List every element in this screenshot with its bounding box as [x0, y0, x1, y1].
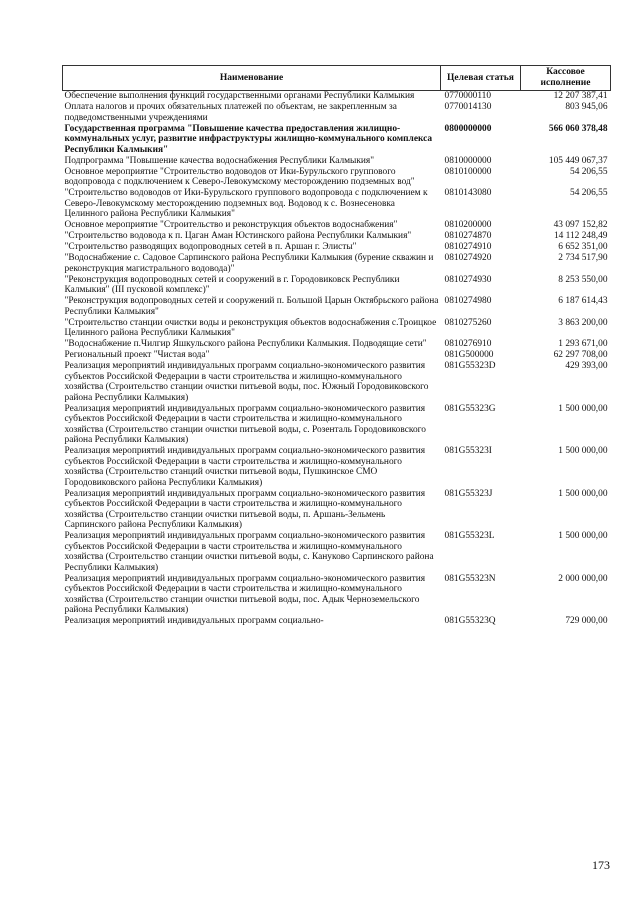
row-code: 0810275260: [444, 317, 492, 328]
budget-table: [62, 65, 611, 627]
row-code: 0810274930: [444, 274, 492, 285]
row-name: "Водоснабжение с. Садовое Сарпинского района Республики Калмыкия (бурение скважин и реконструкция магистрального водовода)": [64, 253, 434, 274]
row-amount: 1 293 671,00: [558, 339, 608, 349]
row-name: Оплата налогов и прочих обязательных платежей по объектам, не закрепленным за подведомственными учреждениями: [64, 102, 397, 123]
table-row: [63, 91, 611, 103]
row-amount: 105 449 067,37: [548, 155, 608, 166]
row-name: Подпрограмма "Повышение качества водоснабжения Республики Калмыкия": [64, 155, 375, 166]
row-amount: 2 734 517,90: [558, 253, 608, 263]
row-name: Реализация мероприятий индивидуальных программ социально-экономического развития субъектов Российской Федерации в части строительства и жилищно-коммунального хозяйства (Строительство станции очистки питьевой воды, пос. Адык Черноземельского района Республики Калмыкия): [64, 573, 426, 615]
row-name: Реализация мероприятий индивидуальных программ социально-экономического развития субъектов Российской Федерации в части строительства и жилищно-коммунального хозяйства (Строительство станции очистки питьевой воды, с. Розенталь Городовиковского района Республики Калмыкия): [64, 403, 426, 445]
row-name: Обеспечение выполнения функций государственными органами Республики Калмыкия: [64, 91, 415, 101]
row-name: Региональный проект "Чистая вода": [64, 350, 210, 360]
row-code: 0810000000: [444, 155, 492, 166]
row-amount: 14 112 248,49: [553, 231, 608, 241]
row-code: 0810143080: [444, 188, 492, 198]
row-amount: 8 253 550,00: [558, 274, 608, 285]
table-row: [63, 167, 611, 189]
table-row: [63, 446, 611, 489]
table-row: [63, 531, 611, 574]
row-code: 081G500000: [444, 350, 494, 360]
table-row: [63, 253, 611, 275]
row-name: Реализация мероприятий индивидуальных программ социально-экономического развития субъектов Российской Федерации в части строительства и жилищно-коммунального хозяйства (Строительство станции очистки питьевой воды, с. Кануково Сарпинского района Республики Калмыкия): [64, 531, 434, 573]
row-name: Основное мероприятие "Строительство водоводов от Ики-Бурульского группового водопровода с подключением к Северо-Левокумскому месторождению подземных вод": [64, 166, 415, 187]
table-row: [63, 296, 611, 318]
table-row: [63, 124, 611, 156]
row-amount: 429 393,00: [565, 361, 608, 371]
table-row: [63, 242, 611, 253]
row-amount: 803 945,06: [565, 102, 608, 112]
row-amount: 12 207 387,41: [553, 91, 608, 101]
row-code: 0810274980: [444, 296, 492, 306]
table-row: [63, 361, 611, 404]
header-amount: Кассовое исполнение: [521, 66, 611, 91]
table-row: [63, 350, 611, 361]
table-row: [63, 220, 611, 231]
row-name: Реализация мероприятий индивидуальных программ социально-экономического развития субъектов Российской Федерации в части строительства и жилищно-коммунального хозяйства (Строительство станций очистки питьевой воды, Пушкинское СМО Городовиковского района Республики Калмыкия): [64, 446, 426, 488]
row-amount: 6 652 351,00: [558, 242, 608, 252]
row-code: 081G55323L: [444, 531, 495, 541]
row-amount: 62 297 708,00: [553, 350, 608, 360]
row-code: 081G55323G: [444, 403, 496, 414]
row-amount: 2 000 000,00: [558, 573, 608, 584]
row-amount: 54 206,55: [570, 166, 608, 177]
row-name: Реализация мероприятий индивидуальных программ социально-экономического развития субъектов Российской Федерации в части строительства и жилищно-коммунального хозяйства (Строительство станции очистки питьевой воды, п. Аршань-Зельмень Сарпинского района Республики Калмыкия): [64, 488, 426, 530]
row-name: "Строительство разводящих водопроводных сетей в п. Аршан г. Элисты": [64, 242, 357, 252]
table-row: [63, 404, 611, 447]
table-body: [63, 91, 611, 628]
header-name: Наименование: [63, 66, 441, 91]
row-name: "Строительство водоводов от Ики-Бурульского группового водопровода с подключением к Северо-Левокумскому месторождению подземных вод. Водовод к с. Вознесеновка Целинного района Республики Калмыкия": [64, 188, 428, 219]
row-code: 0770014130: [444, 102, 492, 112]
table-row: [63, 102, 611, 124]
row-name: Реализация мероприятий индивидуальных программ социально-: [64, 616, 324, 626]
table-header: [63, 66, 611, 91]
row-amount: 1 500 000,00: [558, 446, 608, 456]
table-row: [63, 188, 611, 220]
budget-table-page: [62, 65, 610, 627]
row-code: 0810274910: [444, 242, 492, 252]
row-name: "Строительство станции очистки воды и реконструкция объектов водоснабжения с.Троицкое Целинного района Республики Калмыкия": [64, 317, 437, 338]
row-code: 081G55323I: [444, 446, 492, 456]
table-row: [63, 489, 611, 532]
row-amount: 43 097 152,82: [553, 220, 608, 230]
header-code: Целевая статья: [441, 66, 521, 91]
table-row: [63, 616, 611, 627]
row-amount: 566 060 378,48: [548, 123, 608, 134]
table-row: [63, 231, 611, 242]
row-code: 0810200000: [444, 220, 492, 230]
row-name: "Реконструкция водопроводных сетей и сооружений п. Большой Царын Октябрьского района Республики Калмыкия": [64, 296, 439, 317]
page-number: 173: [592, 858, 610, 872]
table-row: [63, 275, 611, 297]
row-code: 081G55323J: [444, 488, 493, 499]
row-amount: 3 863 200,00: [558, 317, 608, 328]
row-name: "Строительство водовода к п. Цаган Аман Юстинского района Республики Калмыкия": [64, 231, 412, 241]
row-code: 0770000110: [444, 91, 492, 101]
table-row: [63, 318, 611, 340]
row-code: 0810274920: [444, 253, 492, 263]
row-amount: 54 206,55: [570, 188, 608, 198]
row-name: Государственная программа "Повышение качества предоставления жилищно-коммунальных услуг, развитие инфраструктуры жилищно-коммунального комплекса Республики Калмыкия": [64, 123, 433, 155]
row-name: Реализация мероприятий индивидуальных программ социально-экономического развития субъектов Российской Федерации в части строительства и жилищно-коммунального хозяйства (Строительство станции очистки питьевой воды, пос. Южный Городовиковского района Республики Калмыкия): [64, 361, 429, 403]
row-name: "Водоснабжение п.Чилгир Яшкульского района Республики Калмыкия. Подводящие сети": [64, 339, 427, 349]
row-name: Основное мероприятие "Строительство и реконструкция объектов водоснабжения": [64, 220, 398, 230]
row-code: 081G55323D: [444, 361, 496, 371]
table-row: [63, 339, 611, 350]
row-code: 0810276910: [444, 339, 492, 349]
row-amount: 729 000,00: [565, 616, 608, 626]
table-row: [63, 574, 611, 617]
row-amount: 1 500 000,00: [558, 531, 608, 541]
row-code: 081G55323N: [444, 573, 496, 584]
row-amount: 6 187 614,43: [558, 296, 608, 306]
row-code: 0800000000: [444, 123, 492, 134]
row-amount: 1 500 000,00: [558, 403, 608, 414]
row-name: "Реконструкция водопроводных сетей и сооружений в г. Городовиковск Республики Калмыкия" (III пусковой комплекс)": [64, 274, 400, 295]
row-code: 081G55323Q: [444, 616, 496, 626]
row-code: 0810100000: [444, 166, 492, 177]
row-amount: 1 500 000,00: [558, 488, 608, 499]
row-code: 0810274870: [444, 231, 492, 241]
table-row: [63, 156, 611, 167]
